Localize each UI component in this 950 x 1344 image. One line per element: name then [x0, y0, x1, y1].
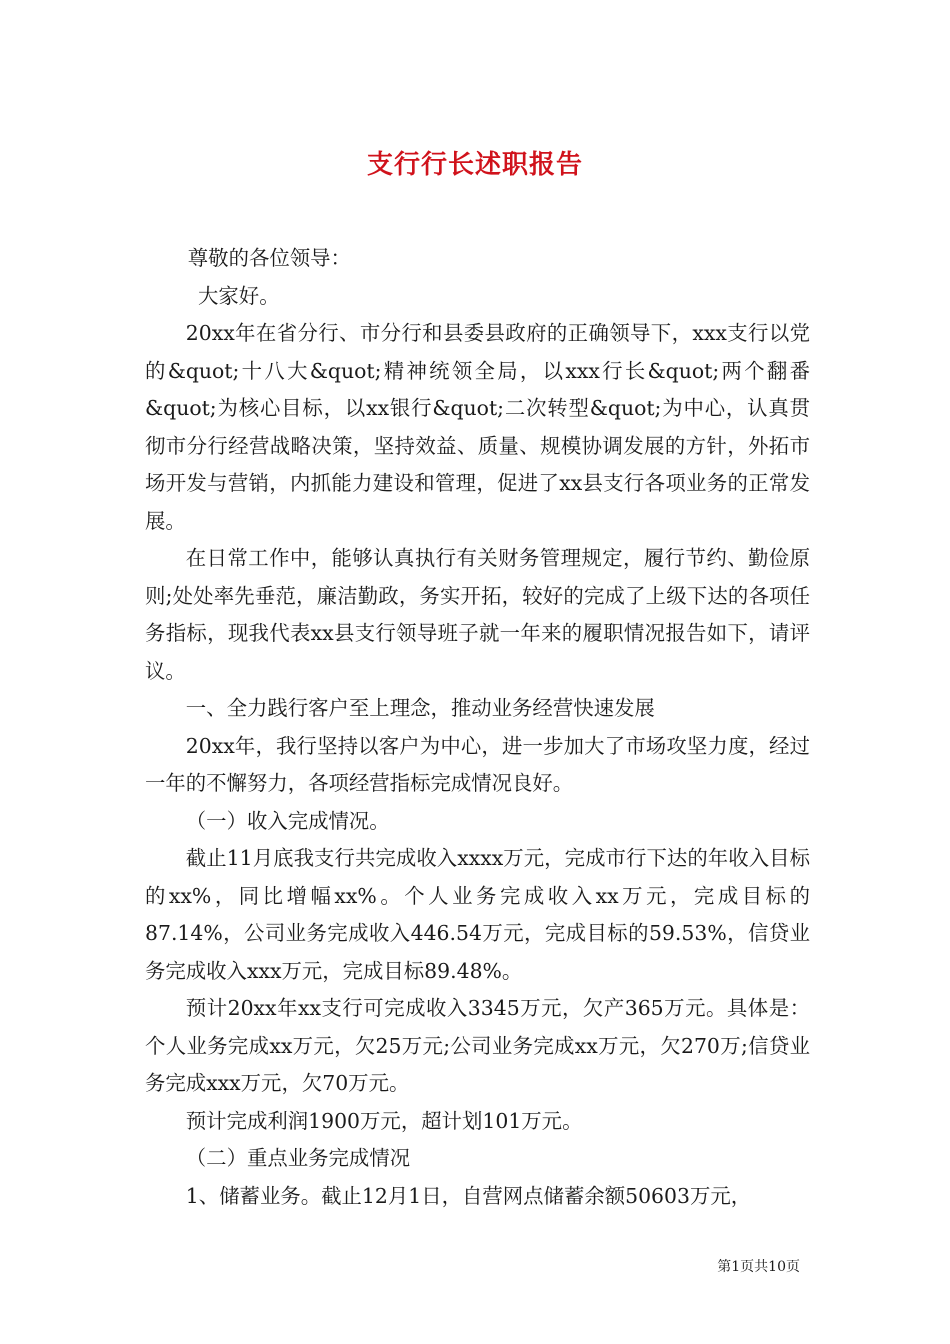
salutation-paragraph: 大家好。: [198, 283, 280, 308]
subsection-heading-income: （一）收入完成情况。: [185, 808, 390, 833]
income-paragraph: 截止11月底我支行共完成收入xxxx万元，完成市行下达的年收入目标的xx%，同比增幅xx%。个人业务完成收入xx万元，完成目标的87.14%，公司业务完成收入446.54万元，完成目标的59.53%，信贷业务完成收入xxx万元，完成目标89.48%。: [145, 846, 810, 983]
savings-paragraph: 1、储蓄业务。截止12月1日，自营网点储蓄余额50603万元，: [185, 1183, 752, 1208]
document-body: [145, 240, 810, 1215]
section-heading-1: 一、全力践行客户至上理念，推动业务经营快速发展: [185, 696, 655, 720]
subsection-heading-key-business: （二）重点业务完成情况: [185, 1146, 411, 1170]
section-1-intro-paragraph: 20xx年，我行坚持以客户为中心，进一步加大了市场攻坚力度，经过一年的不懈努力，各项经营指标完成情况良好。: [145, 733, 810, 795]
forecast-paragraph: 预计20xx年xx支行可完成收入3345万元，欠产365万元。具体是：个人业务完成xx万元，欠25万元;公司业务完成xx万元，欠270万;信贷业务完成xxx万元，欠70万元。: [145, 996, 810, 1095]
greeting-paragraph: 尊敬的各位领导：: [187, 246, 351, 270]
profit-paragraph: 预计完成利润1900万元，超计划101万元。: [185, 1108, 583, 1133]
daily-work-paragraph: 在日常工作中，能够认真执行有关财务管理规定，履行节约、勤俭原则;处处率先垂范，廉洁勤政，务实开拓，较好的完成了上级下达的各项任务指标，现我代表xx县支行领导班子就一年来的履职情况报告如下，请评议。: [145, 546, 810, 683]
document-title: 支行行长述职报告: [366, 150, 583, 181]
intro-paragraph: 20xx年在省分行、市分行和县委县政府的正确领导下，xxx支行以党的&quot;十八大&quot;精神统领全局，以xxx行长&quot;两个翻番&quot;为核心目标，以xx银行&quot;二次转型&quot;为中心，认真贯彻市分行经营战略决策，坚持效益、质量、规模协调发展的方针，外拓市场开发与营销，内抓能力建设和管理，促进了xx县支行各项业务的正常发展。: [145, 321, 810, 533]
page-number: 第1页共10页: [717, 1259, 800, 1275]
